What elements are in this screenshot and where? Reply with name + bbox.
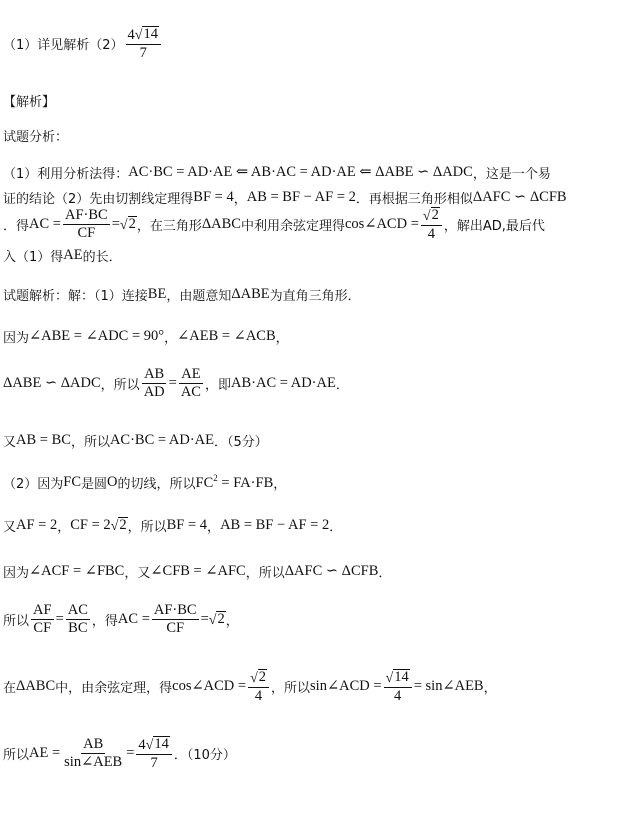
text: ， bbox=[207, 520, 221, 535]
fraction bbox=[66, 603, 90, 636]
analysis-line-3 bbox=[3, 207, 545, 242]
text: 因为 bbox=[3, 331, 30, 346]
equation: ∠ABE = ∠ADC = 90° bbox=[29, 328, 165, 344]
equation: ∠ACF = ∠FBC bbox=[29, 563, 125, 579]
equation: ΔAFC ∽ ΔCFB bbox=[284, 563, 379, 579]
answer-line bbox=[3, 26, 163, 61]
equals: = bbox=[111, 216, 120, 233]
numerator: AB bbox=[142, 367, 166, 384]
answer-radicand: 14 bbox=[143, 26, 158, 42]
equation: AF = 2 bbox=[16, 517, 58, 533]
text: ， bbox=[483, 681, 497, 697]
text: 中利用余弦定理得 bbox=[240, 219, 345, 235]
text: ， bbox=[57, 520, 71, 535]
equation: FC bbox=[63, 474, 82, 490]
equation: sin∠ACD = bbox=[310, 678, 382, 695]
answer-coef: 4 bbox=[127, 26, 135, 43]
equation: = sin∠AEB bbox=[413, 678, 484, 695]
fraction bbox=[31, 603, 54, 636]
text: 中，由余弦定理，得 bbox=[55, 681, 173, 697]
text: ，所以 bbox=[127, 520, 167, 535]
text: 证的结论（2）先由切割线定理得 bbox=[3, 192, 194, 207]
equation: AB = BF − AF = 2 bbox=[246, 189, 356, 205]
denominator: sin∠AEB bbox=[64, 754, 123, 771]
answer-denominator: 7 bbox=[139, 45, 147, 62]
text: ，所以 bbox=[100, 378, 140, 394]
sqrt-symbol: √ 2 bbox=[119, 216, 136, 234]
equals: = bbox=[200, 611, 209, 628]
fraction bbox=[62, 737, 124, 770]
equation: ΔABC bbox=[16, 678, 56, 695]
denominator: CF bbox=[33, 620, 52, 637]
solution-line-7 bbox=[3, 562, 391, 581]
answer-prefix: （1）详见解析（2） bbox=[3, 38, 124, 54]
solution-line-10 bbox=[3, 736, 236, 771]
radicand: 2 bbox=[128, 216, 136, 233]
equation: ΔAFC ∽ ΔCFB bbox=[472, 189, 567, 205]
text: 在 bbox=[3, 681, 17, 697]
text: 又 bbox=[3, 435, 17, 450]
equals: = bbox=[126, 745, 135, 762]
equation: ∠AEB = ∠ACB bbox=[177, 328, 276, 344]
fraction bbox=[384, 669, 412, 704]
numerator: AC bbox=[66, 603, 90, 620]
text: ．（10分） bbox=[173, 748, 236, 764]
solution-line-6 bbox=[3, 516, 342, 535]
denominator: 7 bbox=[150, 755, 158, 772]
radicand: 14 bbox=[394, 669, 409, 685]
radicand: 2 bbox=[258, 669, 267, 685]
text: （1）利用分析法得： bbox=[3, 167, 129, 182]
equation: AC·BC = AD·AE bbox=[109, 432, 214, 448]
radicand: 2 bbox=[119, 517, 127, 534]
denominator: BC bbox=[68, 620, 88, 637]
text: 是圆 bbox=[81, 477, 108, 492]
equation: ΔABE ∽ ΔADC bbox=[3, 375, 101, 392]
equation: AB·AC = AD·AE bbox=[231, 375, 336, 392]
equation: BF = 4 bbox=[193, 189, 234, 205]
numerator: AF·BC bbox=[63, 208, 110, 225]
text: ， bbox=[164, 331, 178, 346]
text: 为直角三角形． bbox=[269, 289, 361, 304]
text: 的切线，所以 bbox=[117, 477, 196, 492]
fraction bbox=[248, 669, 269, 704]
exponent: 2 bbox=[213, 473, 218, 483]
equation: BE bbox=[147, 286, 167, 302]
radicand: 2 bbox=[217, 611, 225, 628]
fraction bbox=[63, 208, 110, 241]
text: 所以 bbox=[3, 614, 30, 630]
denominator: 4 bbox=[254, 688, 263, 705]
numerator: AF·BC bbox=[152, 603, 199, 620]
text: ，在三角形 bbox=[136, 219, 202, 235]
equation: AC = bbox=[117, 611, 150, 628]
text: （2）因为 bbox=[3, 477, 64, 492]
text: ，又 bbox=[124, 566, 151, 581]
rest: = FA·FB bbox=[217, 475, 274, 491]
sqrt-symbol: √ 2 bbox=[110, 517, 127, 534]
denominator: AD bbox=[143, 384, 165, 401]
solution-line-9 bbox=[3, 669, 497, 704]
text: 因为 bbox=[3, 566, 30, 581]
equation: O bbox=[107, 474, 118, 490]
analysis-line-1 bbox=[3, 163, 551, 182]
text: ，所以 bbox=[70, 435, 110, 450]
analysis-line-2 bbox=[3, 188, 567, 207]
text: ． bbox=[329, 520, 343, 535]
text: ．再根据三角形相似 bbox=[355, 192, 473, 207]
text: 所以 bbox=[3, 748, 30, 764]
radicand: 14 bbox=[154, 736, 169, 752]
sqrt-symbol: √ 2 bbox=[422, 207, 439, 224]
text: ， bbox=[233, 192, 247, 207]
equals: = bbox=[168, 375, 177, 392]
fraction bbox=[142, 367, 167, 400]
solution-line-4 bbox=[3, 431, 268, 450]
equation: AB = BC bbox=[16, 432, 71, 448]
text: ， bbox=[225, 614, 239, 630]
denominator: CF bbox=[77, 225, 96, 242]
equation: ΔABE bbox=[231, 286, 270, 302]
solution-line-1 bbox=[3, 285, 361, 304]
fraction bbox=[136, 736, 171, 771]
analysis-label: 试题分析： bbox=[3, 130, 69, 145]
text: ，所以 bbox=[271, 681, 311, 697]
fraction bbox=[179, 367, 203, 400]
text: ，得 bbox=[91, 614, 118, 630]
solution-label: 试题解析：解：（1）连接 bbox=[3, 289, 148, 304]
solution-line-8 bbox=[3, 603, 239, 636]
equation: cos∠ACD = bbox=[344, 216, 419, 233]
sqrt-symbol: √ 14 bbox=[134, 26, 158, 43]
equation: ΔABC bbox=[201, 216, 241, 233]
equation: BF = 4 bbox=[166, 517, 208, 533]
equation: CF = 2 bbox=[70, 517, 111, 533]
solution-line-3 bbox=[3, 367, 349, 400]
analysis-line-4 bbox=[3, 246, 122, 265]
numerator: AB bbox=[81, 737, 105, 754]
base: FC bbox=[195, 475, 214, 491]
equation: AC·BC = AD·AE ⇐ AB·AC = AD·AE ⇐ ΔABE ∽ ΔADC bbox=[128, 164, 473, 180]
section-heading: 【解析】 bbox=[3, 95, 56, 110]
text: 入（1）得 bbox=[3, 250, 64, 265]
sqrt-symbol: √ 14 bbox=[145, 736, 169, 753]
equation: ∠CFB = ∠AFC bbox=[150, 563, 246, 579]
fraction bbox=[421, 207, 442, 242]
text: ，即 bbox=[204, 378, 231, 394]
sqrt-symbol: √ 14 bbox=[385, 669, 409, 686]
answer-fraction bbox=[126, 26, 161, 61]
text: 的长． bbox=[82, 250, 122, 265]
numerator: AE bbox=[179, 367, 202, 384]
equation: AE = bbox=[29, 745, 61, 762]
text: ，所以 bbox=[245, 566, 285, 581]
coefficient: 4 bbox=[138, 736, 146, 753]
equation bbox=[196, 473, 274, 492]
text: ． bbox=[335, 378, 349, 394]
equation: AE bbox=[63, 247, 83, 263]
radicand: 2 bbox=[431, 207, 439, 223]
text: ，解出AD,最后代 bbox=[443, 219, 545, 235]
equals: = bbox=[55, 611, 64, 628]
equation: cos∠ACD = bbox=[172, 678, 247, 695]
equation: AC = bbox=[29, 216, 61, 233]
denominator: CF bbox=[166, 620, 185, 637]
text: ，由题意知 bbox=[166, 289, 232, 304]
sqrt-symbol: √ 2 bbox=[250, 669, 267, 686]
denominator: AC bbox=[180, 384, 201, 401]
solution-line-2 bbox=[3, 327, 289, 346]
text: ． bbox=[378, 566, 392, 581]
sqrt-symbol: √ 2 bbox=[208, 611, 225, 629]
fraction bbox=[152, 603, 199, 636]
text: ．得 bbox=[3, 219, 30, 235]
text: ．（5分） bbox=[214, 435, 268, 450]
text: ， bbox=[275, 331, 289, 346]
denominator: 4 bbox=[394, 688, 402, 705]
text: 又 bbox=[3, 520, 17, 535]
equation: AB = BF − AF = 2 bbox=[220, 517, 330, 533]
text: ， bbox=[273, 477, 287, 492]
numerator: AF bbox=[31, 603, 54, 620]
denominator: 4 bbox=[427, 226, 435, 243]
text: ，这是一个易 bbox=[472, 167, 551, 182]
solution-line-5 bbox=[3, 473, 286, 492]
